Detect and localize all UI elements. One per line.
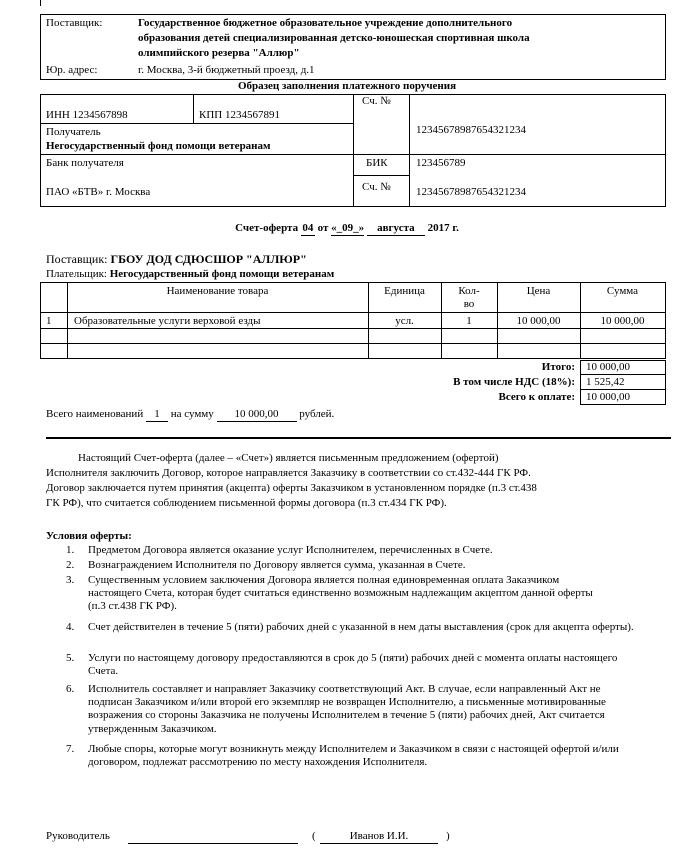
row-qty: 1: [466, 315, 472, 327]
account-label: Сч. №: [362, 95, 391, 107]
corr-account-label: Сч. №: [362, 181, 391, 193]
supplier-name-line2: образования детей специализированная детско-юношеская спортивная школа: [138, 32, 530, 44]
list-item: [66, 621, 656, 651]
total-value: 10 000,00: [586, 361, 630, 373]
list-item: [66, 559, 656, 574]
row-sum: 10 000,00: [600, 315, 645, 327]
recipient-name: Негосударственный фонд помощи ветеранам: [46, 140, 271, 152]
bank-label: Банк получателя: [46, 157, 124, 169]
row-unit: усл.: [395, 315, 414, 327]
preamble-line2: Исполнителя заключить Договор, которое направляется Заказчику в соответствии со ст.432-444 ГК РФ.: [46, 467, 531, 479]
condition-num: 5.: [66, 652, 75, 664]
condition-text: Счет действителен в течение 5 (пяти) рабочих дней с указанной в нем даты выставления (срок для акцепта оферты).: [88, 621, 634, 633]
condition-text: Услуги по настоящему договору предоставляются в срок до 5 (пяти) рабочих дней с момента оплаты настоящего Счета.: [88, 652, 618, 678]
condition-text: Любые споры, которые могут возникнуть между Исполнителем и Заказчиком в связи с настоящей офертой и/или договором, подлежат рассмотрению по месту нахождения Исполнителя.: [88, 743, 619, 769]
condition-text: Вознаграждением Исполнителя по Договору является сумма, указанная в Счете.: [88, 559, 466, 571]
row-num: 1: [46, 315, 52, 327]
invoice-supplier-name: ГБОУ ДОД СДЮСШОР "АЛЛЮР": [110, 252, 307, 266]
header-unit: Единица: [384, 285, 425, 297]
summary-count: 1: [146, 408, 168, 422]
invoice-year: 2017 г.: [427, 222, 459, 234]
condition-num: 3.: [66, 574, 75, 586]
preamble-line3: Договор заключается путем принятия (акцепта) оферты Заказчиком в установленном порядке (п.3 ст.438: [46, 482, 537, 494]
condition-num: 6.: [66, 683, 75, 695]
supplier-label: Поставщик:: [46, 17, 103, 29]
row-price: 10 000,00: [516, 315, 561, 327]
invoice-supplier-label: Поставщик:: [46, 252, 108, 266]
kpp-value: КПП 1234567891: [199, 109, 280, 121]
list-item: [66, 743, 656, 773]
total-label: Итого:: [541, 361, 575, 373]
condition-num: 7.: [66, 743, 75, 755]
invoice-payer: [46, 268, 334, 281]
header-sum: Сумма: [606, 285, 639, 297]
list-item: [66, 683, 656, 743]
corr-account-value: 12345678987654321234: [416, 186, 526, 198]
signature-label: Руководитель: [46, 830, 110, 842]
header-price: Цена: [526, 285, 551, 297]
summary-amount: 10 000,00: [217, 408, 297, 422]
list-item: [66, 544, 656, 559]
due-value: 10 000,00: [586, 391, 630, 403]
separator-line: [46, 437, 671, 439]
condition-text: Исполнитель составляет и направляет Заказчику соответствующий Акт. В случае, если направленный Акт не подписан Заказчиком и/или второй его экземпляр не возвращен Исполнителю, а письменные мотивированные возражения со стороны Заказчика не получены Исполнителем в течение 5 (пяти) рабочих дней, Акт считается утвержденным Заказчиком.: [88, 683, 606, 735]
invoice-payer-label: Плательщик:: [46, 268, 107, 280]
invoice-day: «_09_»: [331, 222, 364, 236]
supplier-name-line1: Государственное бюджетное образовательное учреждение дополнительного: [138, 17, 513, 29]
row-name: Образовательные услуги верховой езды: [74, 315, 261, 327]
list-item: [66, 574, 656, 619]
vat-value: 1 525,42: [586, 376, 625, 388]
preamble-line1: Настоящий Счет-оферта (далее – «Счет») является письменным предложением (офертой): [78, 452, 499, 464]
condition-text: Существенным условием заключения Договора является полная единовременная оплата Заказчиком настоящего Счета, которая будет считаться единственно возможным надлежащим акцептом данной оферты (п.3 ст.438 ГК РФ).: [88, 574, 593, 613]
bik-value: 123456789: [416, 157, 466, 169]
summary-suffix: рублей.: [299, 408, 335, 420]
bik-label: БИК: [366, 157, 388, 169]
payment-sample-title: Образец заполнения платежного поручения: [237, 80, 457, 92]
condition-num: 4.: [66, 621, 75, 633]
condition-num: 1.: [66, 544, 75, 556]
preamble-line4: ГК РФ), что считается соблюдением письменной формы договора (п.3 ст.434 ГК РФ).: [46, 497, 447, 509]
vat-label: В том числе НДС (18%):: [453, 376, 575, 388]
signature-name: Иванов И.И.: [349, 830, 409, 842]
header-qty-line2: во: [463, 298, 475, 310]
list-item: [66, 652, 656, 682]
recipient-label: Получатель: [46, 126, 101, 138]
header-name: Наименование товара: [166, 285, 269, 297]
header-qty-line1: Кол-: [458, 285, 480, 297]
summary-prefix: Всего наименований: [46, 408, 144, 420]
invoice-title: [0, 222, 694, 236]
address-label: Юр. адрес:: [46, 64, 98, 76]
due-label: Всего к оплате:: [498, 391, 575, 403]
signature-close-paren: ): [446, 830, 450, 842]
signature-open-paren: (: [312, 830, 316, 842]
recipient-account: 12345678987654321234: [416, 124, 526, 136]
signature-name-underline: [320, 843, 438, 844]
invoice-supplier: [46, 252, 307, 266]
address-value: г. Москва, 3-й бюджетный проезд, д.1: [138, 64, 315, 76]
supplier-name-line3: олимпийского резерва "Аллюр": [138, 47, 300, 59]
summary-middle: на сумму: [170, 408, 214, 420]
invoice-number: 04: [301, 222, 315, 236]
bank-name: ПАО «БТВ» г. Москва: [46, 186, 151, 198]
condition-num: 2.: [66, 559, 75, 571]
invoice-title-prefix: Счет-оферта: [235, 222, 299, 234]
invoice-from: от: [317, 222, 329, 234]
summary-line: [46, 408, 334, 422]
invoice-month: августа: [367, 222, 425, 236]
signature-line: [128, 843, 298, 844]
inn-value: ИНН 1234567898: [46, 109, 128, 121]
condition-text: Предметом Договора является оказание услуг Исполнителем, перечисленных в Счете.: [88, 544, 493, 556]
invoice-payer-name: Негосударственный фонд помощи ветеранам: [109, 268, 335, 280]
conditions-title: Условия оферты:: [46, 530, 132, 542]
